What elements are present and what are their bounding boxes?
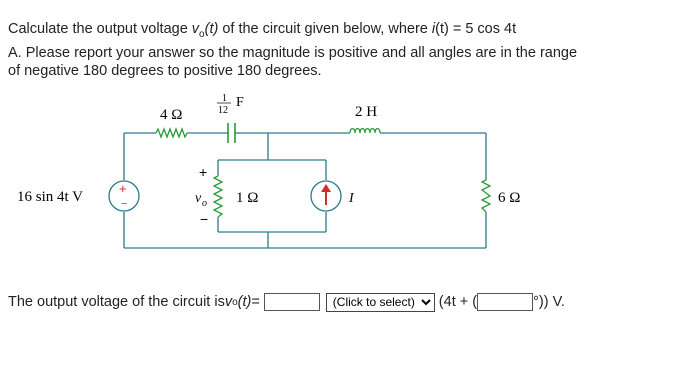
label-r1: 4 Ω [160, 107, 183, 123]
phase-input[interactable] [477, 293, 533, 311]
question-line-3: of negative 180 degrees to positive 180 degrees. [8, 63, 322, 79]
label-r2: 1 Ω [236, 190, 259, 206]
resistor-4-ohm [156, 129, 187, 137]
answer-row: The output voltage of the circuit is v o (t) = (Click to select) (4t + ( °)) V. [8, 292, 565, 312]
resistor-1-ohm [214, 176, 222, 217]
inductor-2h [350, 129, 380, 134]
function-select[interactable] [326, 293, 435, 312]
resistor-6-ohm [482, 180, 490, 212]
vo-label: v [195, 191, 202, 206]
label-current: I [349, 191, 354, 206]
label-cap-num: 1 [222, 93, 227, 104]
source-plus: + [119, 181, 127, 196]
question-line-2: A. Please report your answer so the magnitude is positive and all angles are in the range [8, 45, 578, 61]
label-r3: 6 Ω [498, 190, 521, 206]
source-minus: − [121, 198, 128, 210]
magnitude-input[interactable] [264, 293, 320, 311]
question-line-1: Calculate the output voltage $v_o(t)$ of the circuit given below, where i(t) = 5 cos 4t [8, 21, 517, 40]
vo-plus: + [199, 164, 208, 180]
label-cap-unit: F [236, 95, 244, 110]
vo-minus: − [200, 211, 209, 227]
label-source: 16 sin 4t V [17, 189, 83, 205]
label-cap-den: 12 [218, 105, 228, 116]
label-inductor: 2 H [355, 104, 378, 120]
vo-sub: o [202, 198, 207, 209]
